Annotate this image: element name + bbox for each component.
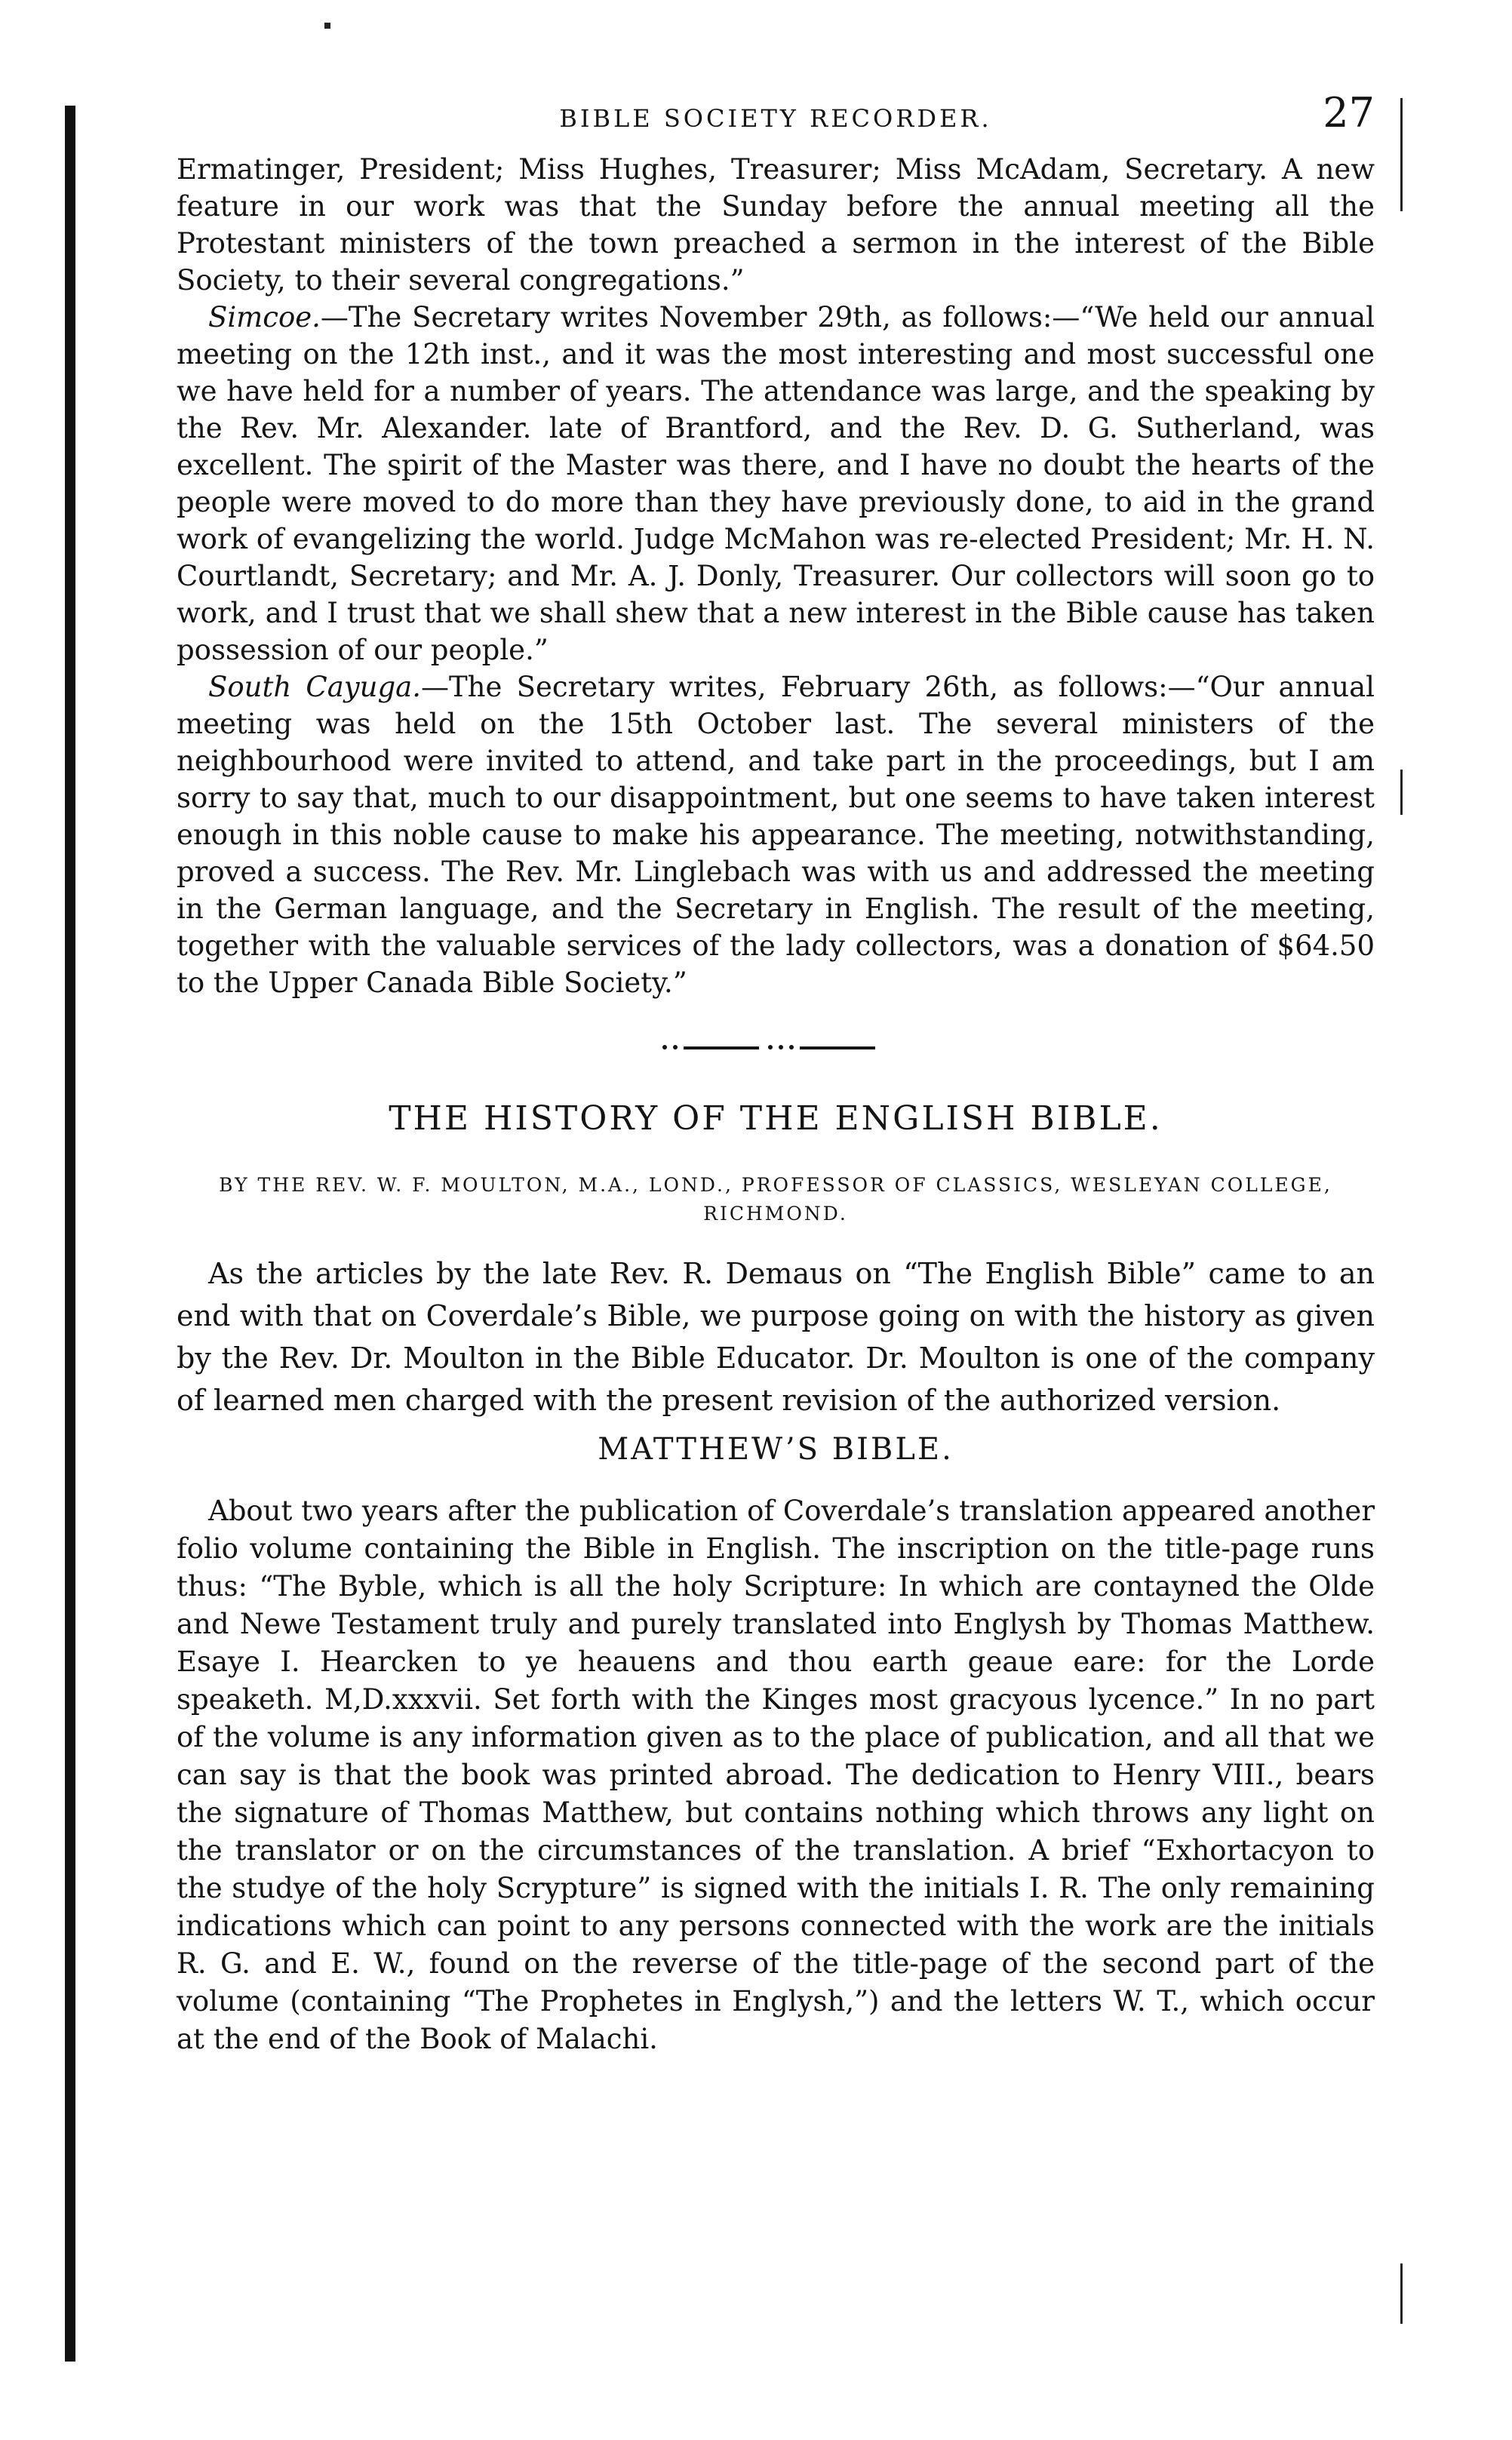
report-south-cayuga [177,668,1375,1001]
report-simcoe [177,299,1375,668]
article-intro: As the articles by the late Rev. R. Demaus on “The English Bible” came to an end with that on Coverdale’s Bible, we purpose going on with the history as given by the Rev. Dr. Moulton in the Bible Educator. Dr. Moulton is one of the company of learned men charged with the present revision of the authorized version. [177,1257,1375,1417]
page-number: 27 [1323,89,1375,137]
report-place: South Cayuga. [208,671,421,703]
section-divider-ornament [662,1040,889,1056]
scan-speck [324,23,330,29]
section-text: About two years after the publication of Coverdale’s translation appeared another folio volume containing the Bible in English. The inscription on the title-page runs thus: “The Byble, which is all the holy Scripture: In which are contayned the Olde and Newe Testament truly and purely translated into Englysh by Thomas Matthew. Esaye I. Hearcken to ye heauens and thou earth geaue eare: for the Lorde speaketh. M,D.xxxvii. Set forth with the Kinges most gracyous lycence.” In no part of the volume is any information given as to the place of publication, and all that we can say is that the book was printed abroad. The dedication to Henry VIII., bears the signature of Thomas Matthew, but contains nothing which throws any light on the translator or on the circumstances of the translation. A brief “Exhortacyon to the studye of the holy Scrypture” is signed with the initials I. R. The only remaining indications which can point to any persons connected with the work are the initials R. G. and E. W., found on the reverse of the title-page of the second part of the volume (containing “The Prophetes in Englysh,”) and the letters W. T., which occur at the end of the Book of Malachi. [177,1495,1375,2055]
scan-binding-edge [65,106,75,2362]
report-place: Simcoe. [208,301,321,333]
scan-margin-line [1400,770,1403,815]
scan-margin-line [1400,2263,1403,2324]
running-head-title: BIBLE SOCIETY RECORDER. [559,104,992,133]
article-title: THE HISTORY OF THE ENGLISH BIBLE. [389,1099,1163,1138]
article-byline: BY THE REV. W. F. MOULTON, M.A., LOND., PROFESSOR OF CLASSICS, WESLEYAN COLLEGE, RICHMOND. [219,1174,1332,1225]
running-head [177,89,1375,146]
report-column [177,151,1375,1001]
document-page [177,89,1375,2058]
scan-margin-line [1400,98,1403,211]
report-text: —The Secretary writes, February 26th, as follows:—“Our annual meeting was held on the 15th October last. The several ministers of the neighbourhood were invited to attend, and take part in the proceedings, but I am sorry to say that, much to our disappointment, but one seems to have taken interest enough in this noble cause to make his appearance. The meeting, notwithstanding, proved a success. The Rev. Mr. Linglebach was with us and addressed the meeting in the German language, and the Secretary in English. The result of the meeting, together with the valuable services of the lady collectors, was a donation of $64.50 to the Upper Canada Bible Society.” [177,671,1375,999]
continued-paragraph: Ermatinger, President; Miss Hughes, Treasurer; Miss McAdam, Secretary. A new feature in our work was that the Sunday before the annual meeting all the Protestant ministers of the town preached a sermon in the interest of the Bible Society, to their several congregations.” [177,153,1375,297]
report-text: —The Secretary writes November 29th, as follows:—“We held our annual meeting on the 12th inst., and it was the most interesting and most successful one we have held for a number of years. The attendance was large, and the speaking by the Rev. Mr. Alexander. late of Brantford, and the Rev. D. G. Sutherland, was excellent. The spirit of the Master was there, and I have no doubt the hearts of the people were moved to do more than they have previously done, to aid in the grand work of evangelizing the world. Judge McMahon was re-elected President; Mr. H. N. Courtlandt, Secretary; and Mr. A. J. Donly, Treasurer. Our collectors will soon go to work, and I trust that we shall shew that a new interest in the Bible cause has taken possession of our people.” [177,301,1375,666]
section-title: MATTHEW’S BIBLE. [598,1432,954,1467]
